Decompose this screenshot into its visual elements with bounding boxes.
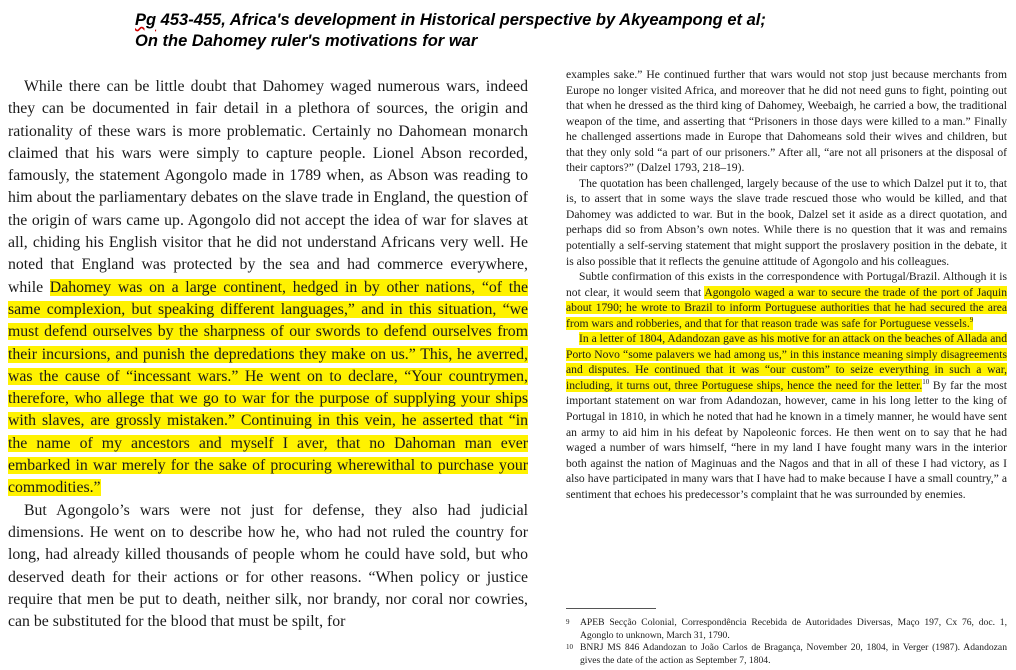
right-p4-text: By far the most important statement on war from Adandozan, however, came in his long letter to the king of Portugal in 1810, in which he noted that had he known in a timely manner, he would have sent an army to aid him in his defeat by Napoleonic forces. He then went on to say that he had waged a number of wars himself, “here in my land I have fought many wars in the interior both against the nation of Maginuas and the Nagos and that in all of these I had victory, as I also have participated in many wars that I have had to make because I have a small country,” a sentiment that echoes his predecessor’s complaint that he was surrounded by enemies. (566, 378, 1007, 501)
right-paragraph-4 (566, 331, 1007, 502)
right-book-page (566, 67, 1007, 502)
header-pg-word: Pg (135, 11, 157, 29)
header-line-1 (135, 10, 995, 31)
left-book-page (8, 76, 528, 633)
left-p1-highlight: Dahomey was on a large continent, hedged in by other nations, “of the same complexion, but speaking different languages,” and in this situation, “we must defend ourselves by the sharpness of our swords to defend ourselves from their incursions, and punish the depredations they make on us.” This, he averred, was the cause of “incessant wars.” He went on to declare, “Your countrymen, therefore, who allege that we go to war for the purpose of supplying your ships with slaves, are grossly mistaken.” Continuing in this vein, he asserted that “in the name of my ancestors and myself I aver, that no Dahoman man ever embarked in war merely for the sake of procuring wherewithal to purchase your commodities.” (8, 278, 528, 497)
right-paragraph-2: The quotation has been challenged, largely because of the use to which Dalzel put it to, that is, to assert that in some ways the slave trade rescued those who would be killed, and that Dahomey was addicted to war. But in the book, Dalzel set it aside as a direct quotation, and perhaps did so from Abson’s own notes. While there is no question that it was and remains potentially a self-serving statement that might support the proslavery position in the debate, it is also possible that it reflects the genuine attitude of Agongolo and his colleagues. (566, 176, 1007, 268)
right-p4-highlight: In a letter of 1804, Adandozan gave as his motive for an attack on the beaches of Allada and Porto Novo “some palavers we had among us,” in this instance meaning simply disagreements and disputes. He continued that it was “our custom” to seize everything in such a war, including, it turns out, three Portuguese ships, hence the need for the letter. (566, 332, 1007, 392)
page-header (135, 10, 995, 52)
footnote-ref-9: 9 (969, 315, 974, 324)
right-p3-highlight-text: Agongolo waged a war to secure the trade of the port of Jaquin about 1790; he wrote to Brazil to inform Portuguese authorities that he had secured the area from wars and robberies, and that for that reason trade was safe for Portuguese vessels. (566, 285, 1007, 330)
footnote-number: 10 (566, 643, 573, 652)
footnote-10 (566, 642, 1007, 667)
right-paragraph-1: examples sake.” He continued further that wars would not stop just because merchants from Europe no longer visited Africa, and moreover that he did not need guns to fight, pointing out that when he dressed as the third king of Dahomey, Weebaigh, he carried a bow, the traditional weapon of the time, and asserting that “Prisoners in those days were killed to a man.” Finally he challenged assertions made in Europe that Dahomeans sold their wives and children, but that they only sold “a part of our prisoners.” After all, “are not all prisoners at the disposal of their captors?” (Dalzel 1793, 218–19). (566, 68, 1007, 175)
header-line-2: On the Dahomey ruler's motivations for war (135, 32, 478, 50)
footnote-text: APEB Secção Colonial, Correspondência Recebida de Autoridades Diversas, Maço 197, Cx 76, doc. 1, Agonglo to unknown, March 31, 1790. (580, 617, 1007, 641)
footnote-9 (566, 617, 1007, 642)
right-paragraph-3 (566, 269, 1007, 331)
footnote-number: 9 (566, 618, 570, 626)
header-citation: 453-455, Africa's development in Historical perspective by Akyeampong et al; (156, 11, 766, 29)
footnote-divider (566, 608, 656, 609)
footnote-text: BNRJ MS 846 Adandozan to João Carlos de Bragança, November 20, 1804, in Verger (1987). Adandozan gives the date of the action as September 7, 1804. (580, 642, 1007, 666)
footnotes (566, 617, 1007, 667)
right-p3-text: Subtle confirmation of this exists in the correspondence with Portugal/Brazil. Although it is not clear, it would seem that (566, 270, 1007, 299)
footnote-ref-10: 10 (922, 378, 930, 387)
left-p1-text: While there can be little doubt that Dahomey waged numerous wars, indeed they can be documented in fair detail in a plethora of sources, the origin and rationality of these wars is more problematic. Certainly no Dahomean monarch claimed that his wars were simply to capture people. Lionel Abson recorded, famously, the statement Agongolo made in 1789 when, as Abson was reading to him about the parliamentary debates on the slave trade in England, the question of the origin of wars came up. Agongolo did not accept the idea of war for slaves at all, chiding his English visitor that he did not understand Africans very well. He noted that England was protected by the sea and had commerce everywhere, while (8, 78, 528, 296)
left-paragraph-1 (8, 76, 528, 500)
left-paragraph-2: But Agongolo’s wars were not just for defense, they also had judicial dimensions. He went on to describe how he, who had not ruled the country for long, had already killed thousands of people whom he could have sold, but who deserved death for their actions or for other reasons. “When policy or justice require that men be put to death, neither silk, nor brandy, nor coral nor cowries, can be substituted for the blood that must be spilt, for (8, 501, 528, 631)
